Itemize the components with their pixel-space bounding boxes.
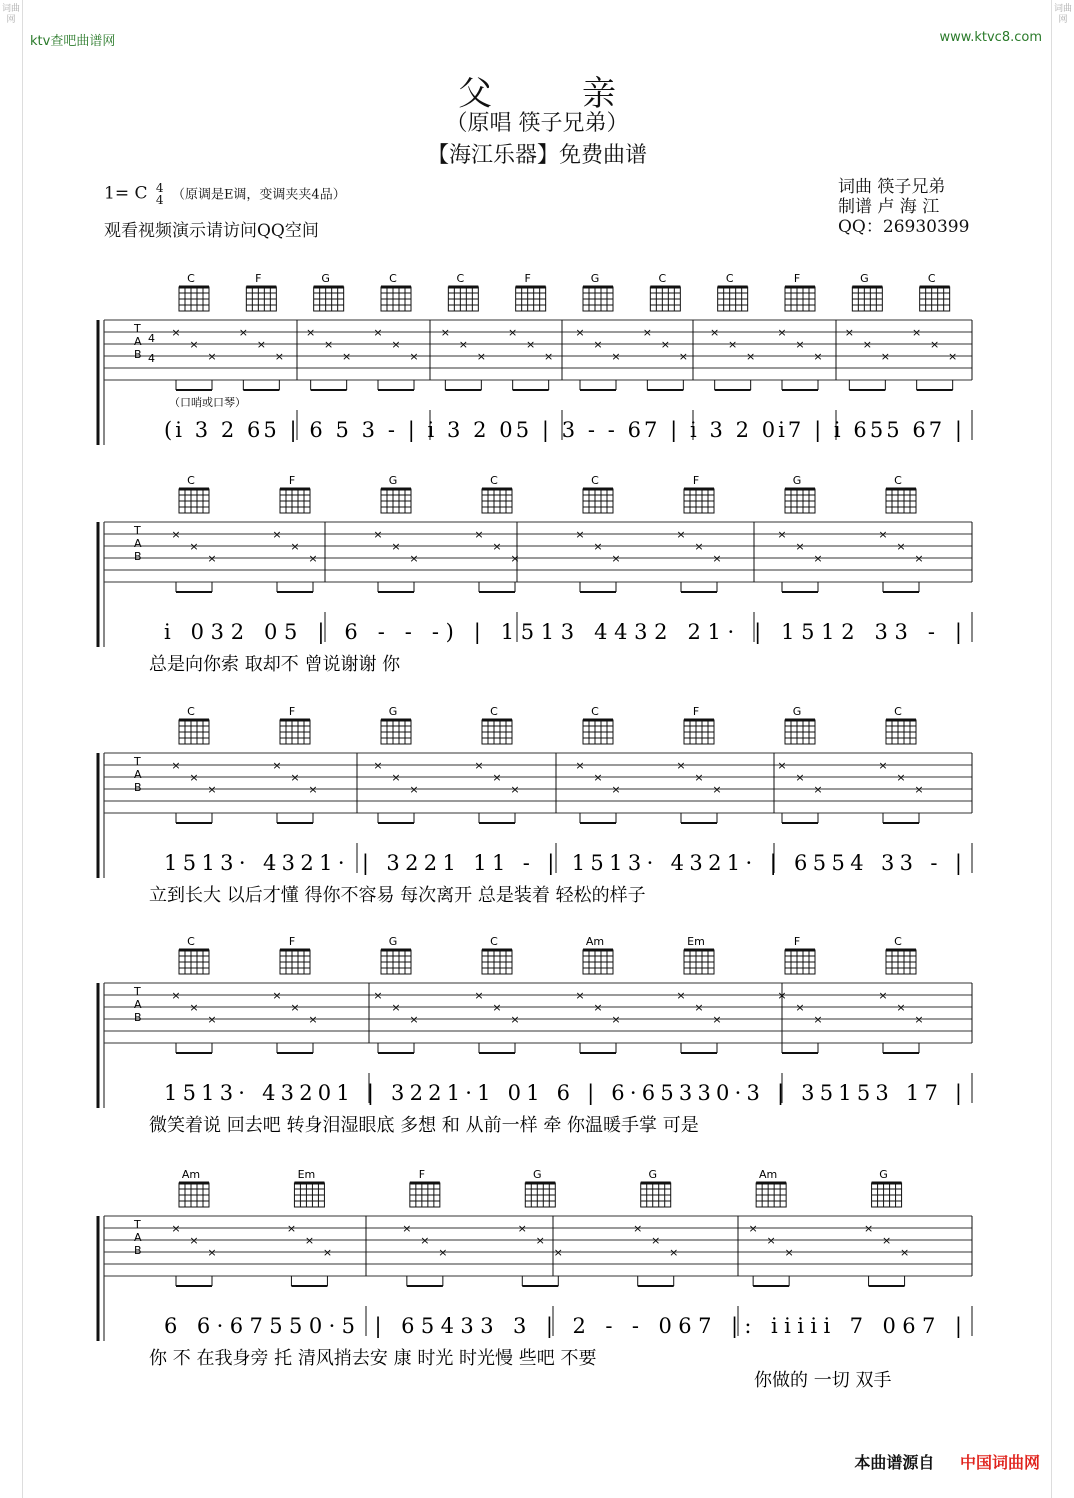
tab-note-mark: × xyxy=(880,350,890,363)
tab-note-mark: × xyxy=(676,528,686,541)
tab-note-mark: × xyxy=(777,326,787,339)
tab-note-mark: × xyxy=(575,528,585,541)
tab-note-mark: × xyxy=(676,759,686,772)
tab-note-mark: × xyxy=(207,350,217,363)
tab-note-mark: × xyxy=(912,326,922,339)
tab-note-mark: × xyxy=(611,552,621,565)
tab-note-mark: × xyxy=(660,338,670,351)
tab-note-mark: × xyxy=(795,771,805,784)
chord-name: F xyxy=(692,705,700,718)
tab-note-mark: × xyxy=(171,759,181,772)
song-subtitle: （原唱 筷子兄弟） xyxy=(445,111,629,136)
tab-note-mark: × xyxy=(304,1234,315,1247)
lyrics-line: 立到长大 以后才懂 得你不容易 每次离开 总是装着 轻松的样子 xyxy=(149,885,646,906)
tab-clef-letter: A xyxy=(134,998,142,1011)
tab-note-mark: × xyxy=(728,338,738,351)
tab-note-mark: × xyxy=(308,552,318,565)
chord-name: C xyxy=(591,474,599,487)
tab-note-mark: × xyxy=(402,1222,412,1235)
tab-note-mark: × xyxy=(777,989,787,1002)
tab-note-mark: × xyxy=(476,350,486,363)
tab-note-mark: × xyxy=(784,1246,794,1259)
chord-name: C xyxy=(490,935,498,948)
tab-note-mark: × xyxy=(324,338,334,351)
tab-note-mark: × xyxy=(878,759,888,772)
tab-note-mark: × xyxy=(611,783,621,796)
tab-note-mark: × xyxy=(207,1013,217,1026)
chord-name: Am xyxy=(759,1168,778,1181)
chord-name: F xyxy=(793,935,801,948)
tab-note-mark: × xyxy=(274,350,284,363)
tab-clef-letter: T xyxy=(134,524,141,537)
tab-note-mark: × xyxy=(914,783,924,796)
tab-note-mark: × xyxy=(391,1001,401,1014)
tab-note-mark: × xyxy=(526,338,536,351)
key-label: 1= C xyxy=(104,183,148,204)
chord-name: G xyxy=(792,474,802,487)
tab-note-mark: × xyxy=(669,1246,679,1259)
credit-arranger: 制谱 卢 海 江 xyxy=(838,197,940,217)
tab-clef-letter: A xyxy=(134,1231,142,1244)
tab-clef-letter: B xyxy=(134,550,142,563)
tab-note-mark: × xyxy=(678,350,688,363)
tab-note-mark: × xyxy=(474,759,484,772)
footer xyxy=(854,1450,1040,1473)
tab-note-mark: × xyxy=(391,540,401,553)
tab-note-mark: × xyxy=(535,1234,545,1247)
tab-note-mark: × xyxy=(777,759,787,772)
tab-note-mark: × xyxy=(676,989,686,1002)
chord-name: F xyxy=(255,272,262,285)
tab-note-mark: × xyxy=(748,1222,758,1235)
video-note: 观看视频演示请访问QQ空间 xyxy=(104,221,319,241)
tab-note-mark: × xyxy=(391,338,401,351)
tab-note-mark: × xyxy=(409,552,419,565)
chord-name: C xyxy=(490,474,498,487)
tab-note-mark: × xyxy=(896,540,906,553)
tab-note-mark: × xyxy=(633,1222,643,1235)
tab-note-mark: × xyxy=(391,771,401,784)
chord-name: C xyxy=(187,474,195,487)
chord-name: G xyxy=(388,935,398,948)
tab-note-mark: × xyxy=(694,540,704,553)
tab-note-mark: × xyxy=(710,326,720,339)
tab-note-mark: × xyxy=(510,783,520,796)
chord-name: G xyxy=(388,705,398,718)
jianpu-notes: i 032 05 | 6 - - -) | 1513 4432 21· | 1512 33 - | xyxy=(164,620,962,644)
chord-name: F xyxy=(793,272,801,285)
chord-name: F xyxy=(418,1168,426,1181)
tab-note-mark: × xyxy=(409,350,419,363)
chord-name: G xyxy=(388,474,398,487)
tab-clef-letter: B xyxy=(134,1244,142,1257)
lyrics-line: 总是向你索 取却不 曾说谢谢 你 xyxy=(149,654,401,675)
credit-qq: QQ：26930399 xyxy=(838,217,970,237)
tab-note-mark: × xyxy=(272,528,282,541)
footer-brand[interactable]: 中国词曲网 xyxy=(959,1453,1040,1472)
chord-name: C xyxy=(894,935,902,948)
tab-time-bottom: 4 xyxy=(148,352,155,365)
tab-note-mark: × xyxy=(863,1222,874,1235)
tab-clef-letter: T xyxy=(134,755,141,768)
tab-note-mark: × xyxy=(171,989,181,1002)
chord-name: C xyxy=(187,705,195,718)
tab-note-mark: × xyxy=(844,326,854,339)
tab-note-mark: × xyxy=(914,552,924,565)
tab-note-mark: × xyxy=(593,771,603,784)
tab-note-mark: × xyxy=(914,1013,924,1026)
tab-note-mark: × xyxy=(290,1001,300,1014)
tab-note-mark: × xyxy=(510,1013,520,1026)
tab-note-mark: × xyxy=(373,528,383,541)
tab-note-mark: × xyxy=(189,1234,199,1247)
tab-note-mark: × xyxy=(492,771,502,784)
tab-note-mark: × xyxy=(611,1013,621,1026)
tab-note-mark: × xyxy=(712,552,722,565)
lyrics-line: 你 不 在我身旁 托 清风捎去安 康 时光 时光慢 些吧 不要 xyxy=(149,1348,597,1369)
tab-note-mark: × xyxy=(517,1222,527,1235)
tab-note-mark: × xyxy=(322,1246,333,1259)
tab-note-mark: × xyxy=(373,326,383,339)
tab-note-mark: × xyxy=(881,1234,892,1247)
tab-note-mark: × xyxy=(813,1013,823,1026)
site-link-left[interactable]: ktv查吧曲谱网 xyxy=(30,34,116,49)
tab-note-mark: × xyxy=(373,989,383,1002)
tab-note-mark: × xyxy=(171,326,181,339)
tab-note-mark: × xyxy=(651,1234,661,1247)
tab-note-mark: × xyxy=(440,326,450,339)
chord-name: F xyxy=(288,474,296,487)
tab-clef-letter: B xyxy=(134,781,142,794)
tab-note-mark: × xyxy=(342,350,352,363)
tab-note-mark: × xyxy=(474,528,484,541)
tab-note-mark: × xyxy=(286,1222,297,1235)
tab-note-mark: × xyxy=(575,326,585,339)
chord-name: Em xyxy=(297,1168,316,1181)
tab-note-mark: × xyxy=(948,350,958,363)
chord-name: Em xyxy=(687,935,705,948)
tab-clef-letter: B xyxy=(134,1011,142,1024)
tab-note-mark: × xyxy=(510,552,520,565)
tab-note-mark: × xyxy=(308,1013,318,1026)
chord-name: C xyxy=(658,272,667,285)
chord-name: C xyxy=(725,272,734,285)
jianpu-notes: 1513· 43201 | 3221·1 01 6 | 6·65330·3 | 35153 17 | xyxy=(164,1081,962,1105)
site-link-right[interactable]: www.ktvc8.com xyxy=(939,30,1042,45)
tab-note-mark: × xyxy=(593,1001,603,1014)
right-watermark-text: 词曲网 xyxy=(1053,4,1072,25)
tab-note-mark: × xyxy=(878,989,888,1002)
chord-name: G xyxy=(792,705,802,718)
chord-name: C xyxy=(591,705,599,718)
chord-name: G xyxy=(590,272,600,285)
tab-note-mark: × xyxy=(458,338,468,351)
tab-note-mark: × xyxy=(256,338,266,351)
tab-note-mark: × xyxy=(896,1001,906,1014)
tab-note-mark: × xyxy=(207,1246,217,1259)
tab-note-mark: × xyxy=(746,350,756,363)
tab-note-mark: × xyxy=(593,338,603,351)
chord-name: G xyxy=(533,1168,542,1181)
tab-clef-letter: T xyxy=(134,1218,141,1231)
key-note: （原调是E调，变调夹夹4品） xyxy=(171,187,346,203)
chord-name: C xyxy=(894,705,902,718)
lyrics-line-2: 你做的 一切 双手 xyxy=(754,1370,892,1391)
tab-note-mark: × xyxy=(896,771,906,784)
tab-clef-letter: A xyxy=(134,335,142,348)
tab-note-mark: × xyxy=(712,783,722,796)
credit-lyrics: 词曲 筷子兄弟 xyxy=(838,177,946,197)
chord-name: C xyxy=(187,935,195,948)
chord-name: Am xyxy=(181,1168,201,1181)
tab-note-mark: × xyxy=(508,326,518,339)
tab-clef-letter: A xyxy=(134,768,142,781)
tab-clef-letter: T xyxy=(134,985,141,998)
jianpu-notes: 1513· 4321· | 3221 11 - | 1513· 4321· | 6554 33 - | xyxy=(164,851,962,875)
intro-label: （口哨或口琴） xyxy=(169,396,246,409)
tab-clef-letter: A xyxy=(134,537,142,550)
tab-note-mark: × xyxy=(290,540,300,553)
tab-note-mark: × xyxy=(766,1234,776,1247)
lyrics-line: 微笑着说 回去吧 转身泪湿眼底 多想 和 从前一样 牵 你温暖手掌 可是 xyxy=(149,1115,699,1136)
tab-note-mark: × xyxy=(712,1013,722,1026)
tab-note-mark: × xyxy=(474,989,484,1002)
chord-name: G xyxy=(860,272,869,285)
tab-note-mark: × xyxy=(438,1246,448,1259)
tab-note-mark: × xyxy=(409,1013,419,1026)
footer-source: 本曲谱源自 xyxy=(854,1453,935,1472)
chord-name: F xyxy=(288,935,296,948)
tab-note-mark: × xyxy=(593,540,603,553)
chord-name: C xyxy=(187,272,195,285)
tab-note-mark: × xyxy=(290,771,300,784)
chord-name: F xyxy=(692,474,700,487)
chord-name: G xyxy=(321,272,330,285)
tab-note-mark: × xyxy=(694,1001,704,1014)
time-bottom: 4 xyxy=(155,193,164,207)
tab-note-mark: × xyxy=(272,759,282,772)
tab-note-mark: × xyxy=(878,528,888,541)
chord-name: F xyxy=(288,705,296,718)
tab-note-mark: × xyxy=(777,528,787,541)
tab-note-mark: × xyxy=(492,540,502,553)
tab-note-mark: × xyxy=(238,326,248,339)
chord-name: C xyxy=(389,272,397,285)
jianpu-notes: 6 6·67550·5 | 65433 3 | 2 - - 067 |: iiiii 7 067 | xyxy=(164,1314,962,1338)
jianpu-notes: (i 3 2 65 | 6 5 3 - | i 3 2 05 | 3 - - 67 | i 3 2 0i7 | i 655 67 | xyxy=(164,418,962,442)
chord-name: C xyxy=(456,272,465,285)
time-top: 4 xyxy=(155,181,164,195)
tab-note-mark: × xyxy=(272,989,282,1002)
tab-clef-letter: B xyxy=(134,348,142,361)
tab-note-mark: × xyxy=(492,1001,502,1014)
tab-note-mark: × xyxy=(795,540,805,553)
chord-name: C xyxy=(490,705,498,718)
chord-name: C xyxy=(894,474,902,487)
tab-note-mark: × xyxy=(575,989,585,1002)
left-watermark-text: 词曲网 xyxy=(1,4,20,25)
tab-note-mark: × xyxy=(171,1222,181,1235)
chord-name: G xyxy=(648,1168,657,1181)
tab-note-mark: × xyxy=(899,1246,910,1259)
tab-note-mark: × xyxy=(813,783,823,796)
brand-line: 【海江乐器】免费曲谱 xyxy=(426,143,647,168)
tab-note-mark: × xyxy=(795,1001,805,1014)
tab-note-mark: × xyxy=(189,771,199,784)
song-title: 父亲 xyxy=(458,74,706,114)
tab-clef-letter: T xyxy=(134,322,141,335)
tab-note-mark: × xyxy=(575,759,585,772)
tab-note-mark: × xyxy=(694,771,704,784)
tab-note-mark: × xyxy=(308,783,318,796)
tab-note-mark: × xyxy=(306,326,316,339)
tab-note-mark: × xyxy=(189,540,199,553)
tab-note-mark: × xyxy=(642,326,652,339)
chord-name: F xyxy=(524,272,531,285)
tab-note-mark: × xyxy=(207,783,217,796)
tab-note-mark: × xyxy=(189,1001,199,1014)
chord-name: G xyxy=(879,1168,888,1181)
tab-note-mark: × xyxy=(373,759,383,772)
tab-note-mark: × xyxy=(813,552,823,565)
tab-note-mark: × xyxy=(207,552,217,565)
tab-note-mark: × xyxy=(930,338,940,351)
tab-note-mark: × xyxy=(544,350,554,363)
tab-note-mark: × xyxy=(171,528,181,541)
chord-name: C xyxy=(927,272,936,285)
tab-note-mark: × xyxy=(795,338,805,351)
tab-note-mark: × xyxy=(409,783,419,796)
tab-time-top: 4 xyxy=(148,332,155,345)
tab-note-mark: × xyxy=(420,1234,430,1247)
tab-note-mark: × xyxy=(553,1246,563,1259)
chord-name: Am xyxy=(585,935,605,948)
tab-note-mark: × xyxy=(611,350,621,363)
tab-note-mark: × xyxy=(189,338,199,351)
tab-note-mark: × xyxy=(862,338,872,351)
tab-note-mark: × xyxy=(813,350,823,363)
